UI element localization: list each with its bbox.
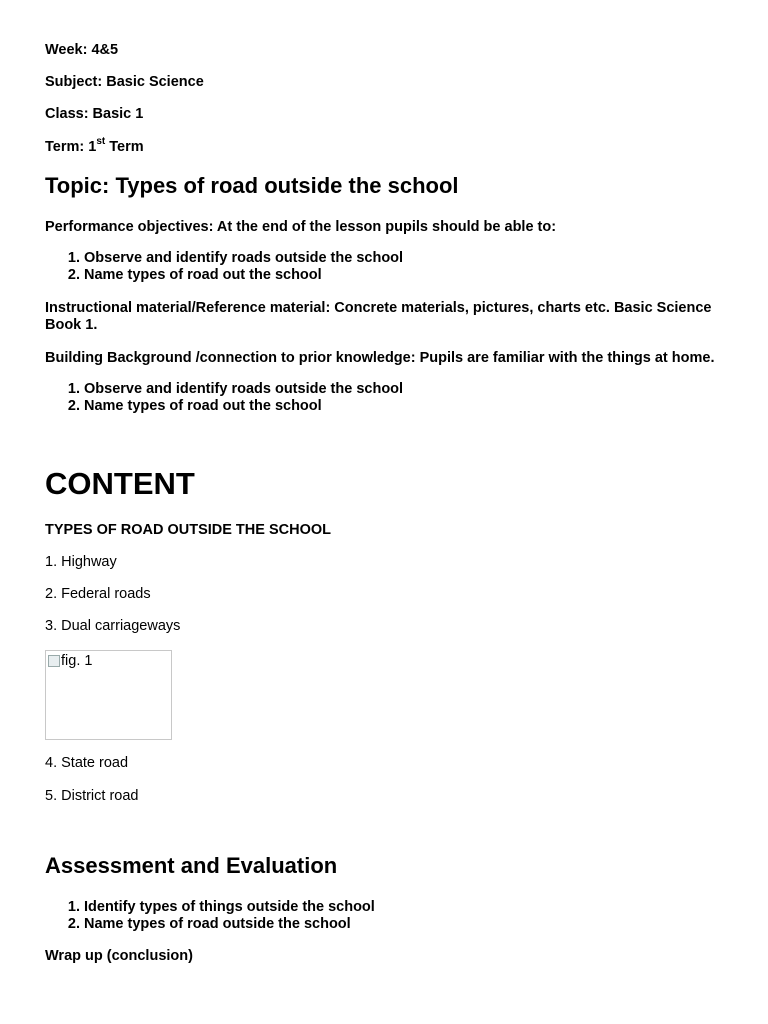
list-item: 2. Name types of road outside the school [84, 916, 375, 933]
road-item: 5. District road [45, 788, 139, 804]
wrap-up-label: Wrap up (conclusion) [45, 948, 193, 964]
instructional-material: Instructional material/Reference material: Concrete materials, pictures, charts etc. Basic Science Book 1. [45, 300, 712, 333]
figure-image [45, 650, 172, 740]
road-item: 1. Highway [45, 554, 117, 570]
broken-image-placeholder [48, 653, 92, 669]
assessment-list [45, 899, 375, 933]
figure-alt-text: fig. 1 [61, 653, 93, 669]
term-superscript: st [96, 136, 106, 147]
background-list [45, 381, 403, 415]
term-prefix: Term: 1 [45, 139, 97, 155]
building-background: Building Background /connection to prior knowledge: Pupils are familiar with the things at home. [45, 350, 715, 366]
week-label: Week: 4&5 [45, 42, 119, 58]
list-item: 1. Observe and identify roads outside the school [84, 381, 403, 398]
content-subheading: TYPES OF ROAD OUTSIDE THE SCHOOL [45, 522, 331, 538]
list-item: 2. Name types of road out the school [84, 398, 403, 415]
term-suffix: Term [105, 139, 144, 155]
list-item: 2. Name types of road out the school [84, 267, 403, 284]
performance-objectives: Performance objectives: At the end of the lesson pupils should be able to: [45, 219, 557, 235]
term-label [45, 136, 144, 155]
subject-label: Subject: Basic Science [45, 74, 204, 90]
list-item: 1. Observe and identify roads outside the school [84, 250, 403, 267]
road-item: 4. State road [45, 755, 129, 771]
road-item: 2. Federal roads [45, 586, 151, 602]
assessment-heading: Assessment and Evaluation [45, 853, 338, 878]
list-item: 1. Identify types of things outside the school [84, 899, 375, 916]
road-item: 3. Dual carriageways [45, 618, 181, 634]
content-heading: CONTENT [45, 466, 195, 501]
broken-image-icon [48, 655, 60, 667]
class-label: Class: Basic 1 [45, 106, 144, 122]
performance-list [45, 250, 403, 284]
topic-heading: Topic: Types of road outside the school [45, 173, 459, 198]
